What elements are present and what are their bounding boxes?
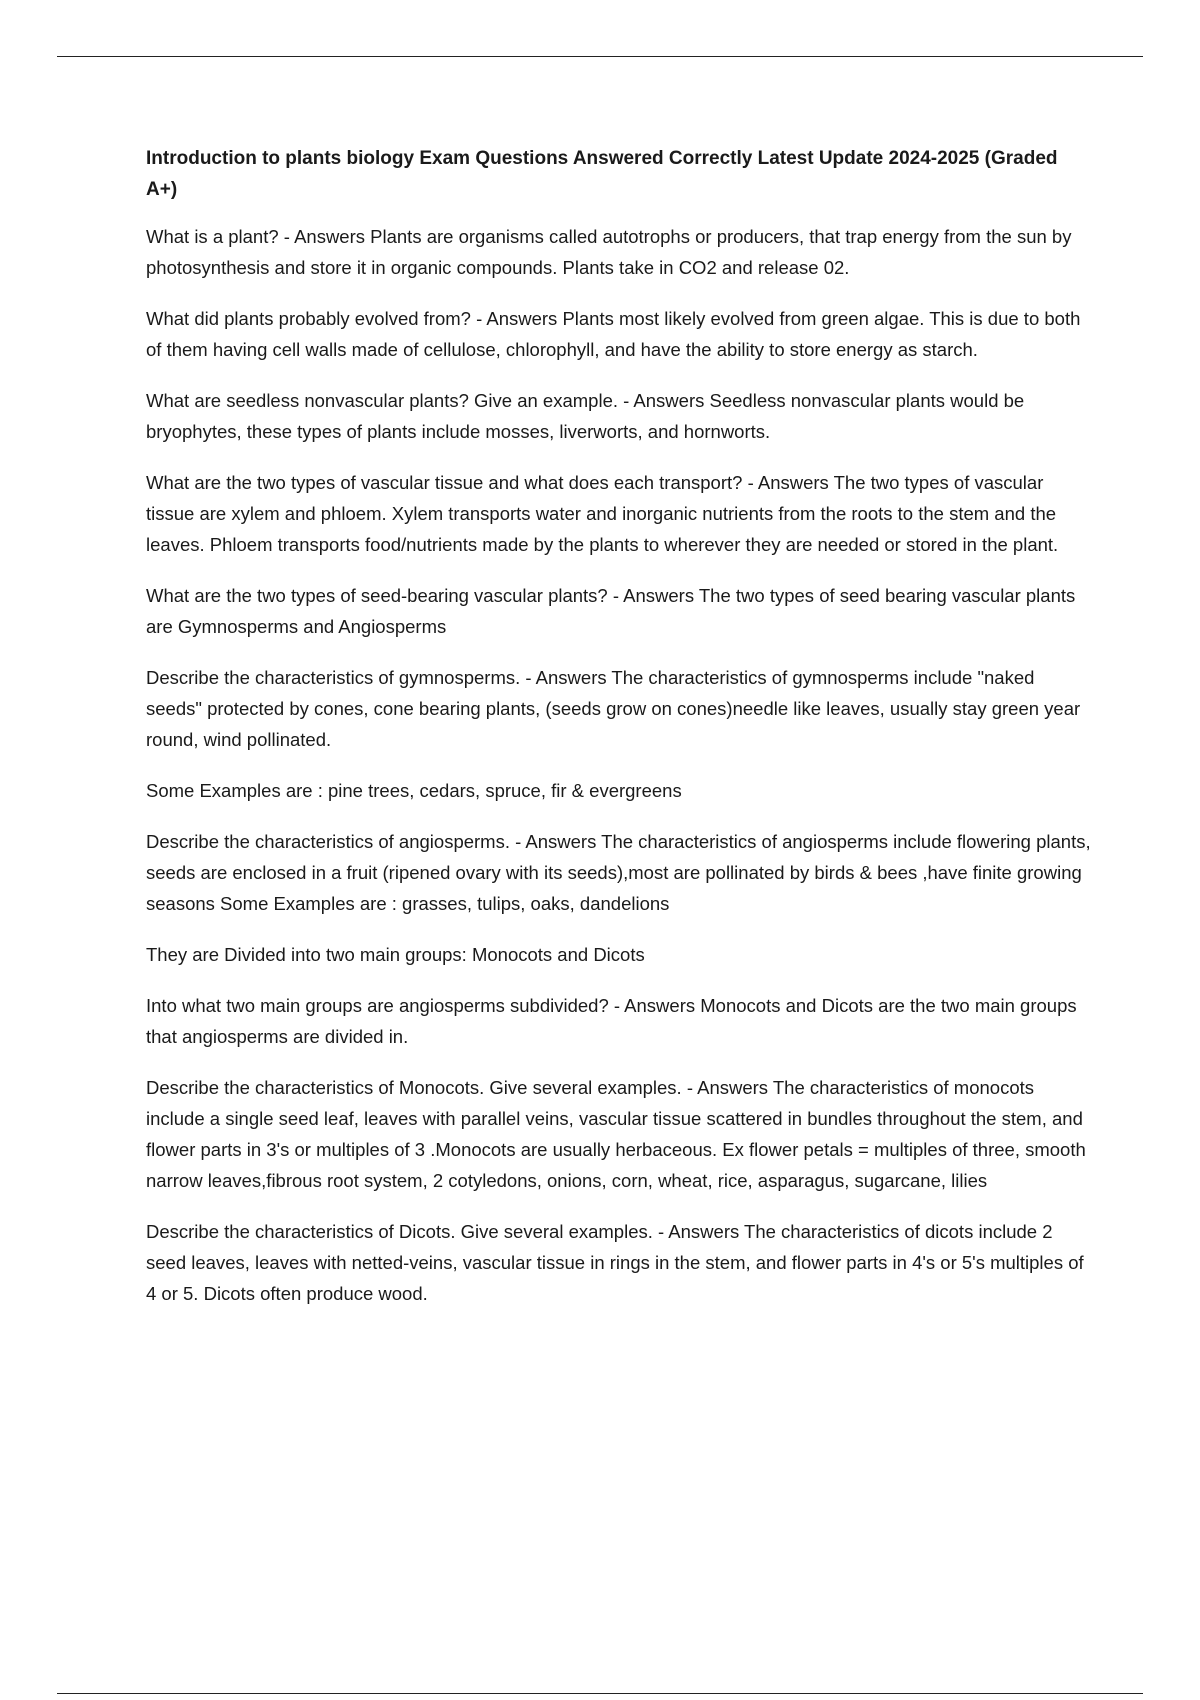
paragraph-monocots: Describe the characteristics of Monocots. Give several examples. - Answers The characteristics of monocots include a single seed leaf, leaves with parallel veins, vascular tissue scattered in bundles throughout the stem, and flower parts in 3's or multiples of 3 .Monocots are usually herbaceous. Ex flower petals = multiples of three, smooth narrow leaves,fibrous root system, 2 cotyledons, onions, corn, wheat, rice, asparagus, sugarcane, lilies — [146, 1077, 1086, 1191]
paragraph-seed-bearing-plants: What are the two types of seed-bearing vascular plants? - Answers The two types of seed bearing vascular plants are Gymnosperms and Angiosperms — [146, 585, 1076, 637]
paragraph-main-groups: They are Divided into two main groups: Monocots and Dicots — [146, 944, 645, 965]
paragraph-angiosperm-subdivision: Into what two main groups are angiosperms subdivided? - Answers Monocots and Dicots are the two main groups that angiosperms are divided in. — [146, 995, 1077, 1047]
paragraph-vascular-tissue: What are the two types of vascular tissue and what does each transport? - Answers The two types of vascular tissue are xylem and phloem. Xylem transports water and inorganic nutrients from the roots to the stem and the leaves. Phloem transports food/nutrients made by the plants to wherever they are needed or stored in the plant. — [146, 472, 1059, 555]
paragraph-dicots: Describe the characteristics of Dicots. Give several examples. - Answers The characteristics of dicots include 2 seed leaves, leaves with netted-veins, vascular tissue in rings in the stem, and flower parts in 4's or 5's multiples of 4 or 5. Dicots often produce wood. — [146, 1221, 1084, 1304]
paragraph-gymnosperm-examples: Some Examples are : pine trees, cedars, spruce, fir & evergreens — [146, 780, 682, 801]
document-title: Introduction to plants biology Exam Questions Answered Correctly Latest Update 2024-2025 (Graded A+) — [146, 148, 1058, 200]
bottom-rule — [57, 1693, 1143, 1694]
document-body — [146, 143, 1091, 1329]
paragraph-angiosperms: Describe the characteristics of angiosperms. - Answers The characteristics of angiosperms include flowering plants, seeds are enclosed in a fruit (ripened ovary with its seeds),most are pollinated by birds & bees ,have finite growing seasons Some Examples are : grasses, tulips, oaks, dandelions — [146, 831, 1091, 914]
top-rule — [57, 56, 1143, 57]
paragraph-plant-evolution: What did plants probably evolved from? - Answers Plants most likely evolved from green algae. This is due to both of them having cell walls made of cellulose, chlorophyll, and have the ability to store energy as starch. — [146, 308, 1081, 360]
paragraph-seedless-nonvascular: What are seedless nonvascular plants? Give an example. - Answers Seedless nonvascular plants would be bryophytes, these types of plants include mosses, liverworts, and hornworts. — [146, 390, 1025, 442]
paragraph-what-is-a-plant: What is a plant? - Answers Plants are organisms called autotrophs or producers, that trap energy from the sun by photosynthesis and store it in organic compounds. Plants take in CO2 and release 02. — [146, 226, 1072, 278]
paragraph-gymnosperms: Describe the characteristics of gymnosperms. - Answers The characteristics of gymnosperms include "naked seeds" protected by cones, cone bearing plants, (seeds grow on cones)needle like leaves, usually stay green year round, wind pollinated. — [146, 667, 1081, 750]
